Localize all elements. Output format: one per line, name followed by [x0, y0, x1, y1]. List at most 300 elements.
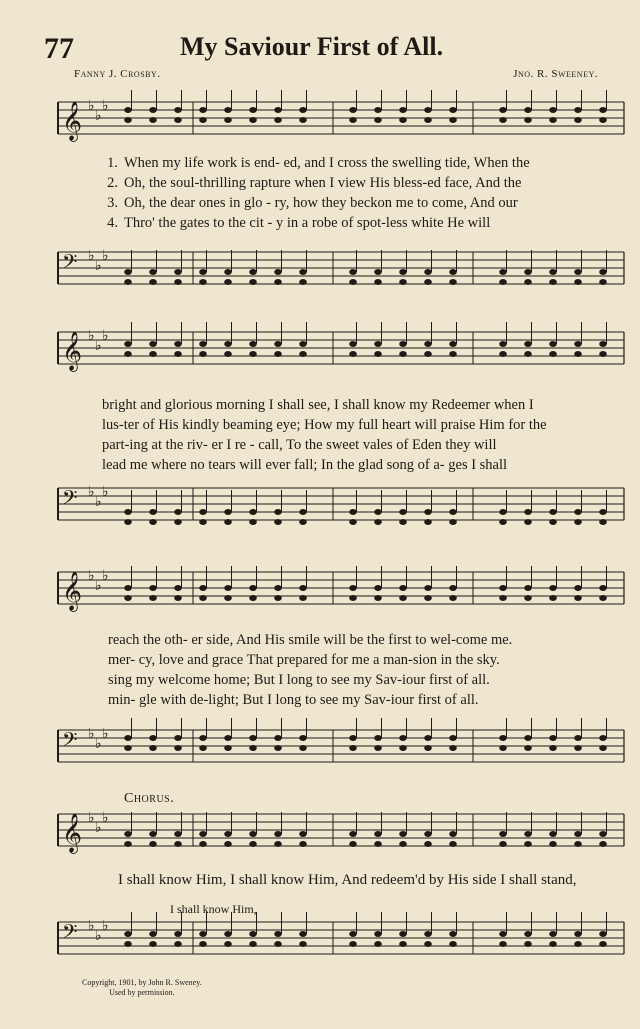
note-head: [549, 269, 557, 275]
note-head: [149, 269, 157, 275]
note-head: [499, 735, 507, 741]
note-head: [274, 735, 282, 741]
note-head: [374, 841, 382, 847]
note-head: [424, 831, 432, 837]
note-head: [174, 107, 182, 113]
staff-lines: [58, 332, 624, 364]
note-head: [249, 279, 257, 285]
flat-icon: ♭: [88, 726, 95, 742]
system-2-treble-staff: [0, 320, 640, 390]
treble-clef-icon: 𝄞: [62, 331, 83, 371]
note-head: [449, 585, 457, 591]
note-head: [149, 585, 157, 591]
note-head: [524, 735, 532, 741]
note-head: [199, 107, 207, 113]
note-head: [349, 831, 357, 837]
note-head: [549, 931, 557, 937]
note-head: [224, 841, 232, 847]
note-head: [549, 745, 557, 751]
note-head: [299, 279, 307, 285]
treble-clef-icon: 𝄞: [62, 813, 83, 853]
note-head: [599, 745, 607, 751]
system-1-lyric-4: 4. Thro' the gates to the cit - y in a robe of spot-less white He will: [107, 215, 491, 231]
note-head: [149, 841, 157, 847]
note-head: [374, 595, 382, 601]
note-head: [499, 107, 507, 113]
note-head: [349, 509, 357, 515]
note-head: [349, 745, 357, 751]
note-head: [424, 351, 432, 357]
note-head: [549, 351, 557, 357]
note-head: [124, 269, 132, 275]
note-head: [374, 107, 382, 113]
note-head: [249, 341, 257, 347]
note-head: [249, 595, 257, 601]
note-head: [599, 351, 607, 357]
flat-icon: ♭: [102, 726, 109, 742]
note-head: [249, 509, 257, 515]
flat-icon: ♭: [95, 736, 102, 752]
note-head: [399, 509, 407, 515]
note-head: [274, 341, 282, 347]
system-1-bass-staff: [0, 240, 640, 310]
note-head: [449, 107, 457, 113]
note-head: [449, 341, 457, 347]
note-head: [274, 519, 282, 525]
note-head: [574, 341, 582, 347]
note-head: [174, 931, 182, 937]
note-head: [249, 351, 257, 357]
hymn-title: My Saviour First of All.: [180, 32, 444, 61]
note-head: [249, 831, 257, 837]
note-head: [124, 341, 132, 347]
note-head: [524, 269, 532, 275]
note-head: [249, 519, 257, 525]
note-head: [449, 519, 457, 525]
note-head: [549, 341, 557, 347]
note-head: [399, 117, 407, 123]
note-head: [374, 117, 382, 123]
note-head: [574, 941, 582, 947]
note-head: [574, 351, 582, 357]
note-head: [499, 519, 507, 525]
chorus-lyric: I shall know Him, I shall know Him, And redeem'd by His side I shall stand,: [118, 872, 577, 888]
note-head: [149, 595, 157, 601]
note-head: [524, 519, 532, 525]
note-head: [174, 941, 182, 947]
note-head: [199, 941, 207, 947]
note-head: [499, 509, 507, 515]
note-head: [524, 341, 532, 347]
note-head: [274, 351, 282, 357]
note-head: [399, 519, 407, 525]
note-head: [374, 745, 382, 751]
note-head: [374, 585, 382, 591]
flat-icon: ♭: [88, 248, 95, 264]
note-head: [224, 519, 232, 525]
flat-icon: ♭: [95, 108, 102, 124]
note-head: [424, 595, 432, 601]
note-head: [274, 841, 282, 847]
note-head: [399, 831, 407, 837]
flat-icon: ♭: [102, 98, 109, 114]
note-head: [249, 735, 257, 741]
note-head: [399, 107, 407, 113]
note-head: [549, 831, 557, 837]
note-head: [499, 841, 507, 847]
note-head: [249, 941, 257, 947]
system-1-treble-staff: [0, 90, 640, 150]
note-head: [374, 341, 382, 347]
note-head: [574, 117, 582, 123]
chorus-bass-staff: [0, 910, 640, 976]
note-head: [224, 735, 232, 741]
note-head: [449, 841, 457, 847]
note-head: [299, 745, 307, 751]
note-head: [399, 351, 407, 357]
system-2-lyric-3: part-ing at the riv- er I re - call, To the sweet vales of Eden they will: [102, 437, 497, 453]
note-head: [424, 269, 432, 275]
note-head: [124, 931, 132, 937]
note-head: [424, 279, 432, 285]
note-head: [524, 831, 532, 837]
note-head: [124, 831, 132, 837]
note-head: [299, 519, 307, 525]
note-head: [399, 931, 407, 937]
note-head: [599, 107, 607, 113]
note-head: [124, 595, 132, 601]
note-head: [249, 269, 257, 275]
note-head: [199, 745, 207, 751]
note-head: [449, 279, 457, 285]
note-head: [299, 107, 307, 113]
note-head: [574, 519, 582, 525]
note-head: [174, 279, 182, 285]
note-head: [124, 841, 132, 847]
note-head: [149, 351, 157, 357]
note-head: [274, 107, 282, 113]
note-head: [299, 941, 307, 947]
note-head: [299, 595, 307, 601]
note-head: [174, 585, 182, 591]
treble-clef-icon: 𝄞: [62, 571, 83, 611]
note-head: [224, 931, 232, 937]
note-head: [174, 341, 182, 347]
note-head: [199, 351, 207, 357]
system-3-lyric-4: min- gle with de-light; But I long to see my Sav-iour first of all.: [108, 692, 479, 708]
staff-lines: [58, 102, 624, 134]
note-head: [174, 519, 182, 525]
flat-icon: ♭: [95, 258, 102, 274]
system-1-lyric-1: 1. When my life work is end- ed, and I cross the swelling tide, When the: [107, 155, 530, 171]
note-head: [274, 595, 282, 601]
note-head: [574, 735, 582, 741]
note-head: [499, 585, 507, 591]
note-head: [199, 931, 207, 937]
note-head: [274, 941, 282, 947]
note-head: [599, 519, 607, 525]
note-head: [424, 107, 432, 113]
note-head: [299, 509, 307, 515]
flat-icon: ♭: [88, 918, 95, 934]
bass-clef-icon: 𝄢: [62, 250, 78, 278]
note-head: [199, 341, 207, 347]
note-head: [424, 841, 432, 847]
note-head: [424, 941, 432, 947]
note-head: [374, 509, 382, 515]
note-head: [124, 735, 132, 741]
note-head: [599, 941, 607, 947]
note-head: [549, 117, 557, 123]
flat-icon: ♭: [88, 328, 95, 344]
staff-lines: [58, 252, 624, 284]
flat-icon: ♭: [102, 918, 109, 934]
note-head: [424, 745, 432, 751]
note-head: [424, 585, 432, 591]
system-3-bass-staff: [0, 718, 640, 788]
note-head: [574, 831, 582, 837]
note-head: [549, 509, 557, 515]
note-head: [199, 279, 207, 285]
note-head: [499, 351, 507, 357]
note-head: [349, 595, 357, 601]
note-head: [574, 841, 582, 847]
note-head: [524, 941, 532, 947]
system-3-lyric-1: reach the oth- er side, And His smile will be the first to wel-come me.: [108, 632, 513, 648]
note-head: [224, 107, 232, 113]
chorus-treble-staff: [0, 802, 640, 868]
note-head: [524, 351, 532, 357]
note-head: [124, 585, 132, 591]
note-head: [149, 117, 157, 123]
note-head: [349, 519, 357, 525]
system-3-lyric-2: mer- cy, love and grace That prepared for me a man-sion in the sky.: [108, 652, 500, 668]
note-head: [374, 931, 382, 937]
note-head: [249, 841, 257, 847]
note-head: [199, 841, 207, 847]
note-head: [574, 509, 582, 515]
note-head: [149, 509, 157, 515]
note-head: [274, 509, 282, 515]
staff-lines: [58, 572, 624, 604]
system-3-treble-staff: [0, 560, 640, 624]
note-head: [424, 931, 432, 937]
note-head: [349, 117, 357, 123]
note-head: [574, 745, 582, 751]
note-head: [399, 585, 407, 591]
note-head: [224, 279, 232, 285]
bass-clef-icon: 𝄢: [62, 920, 78, 948]
note-head: [424, 735, 432, 741]
hymn-number: 77: [44, 32, 74, 65]
note-head: [224, 351, 232, 357]
note-head: [524, 841, 532, 847]
copyright-notice: Copyright, 1901, by John R. Sweney. Used by permission.: [82, 978, 202, 997]
note-head: [199, 269, 207, 275]
flat-icon: ♭: [102, 810, 109, 826]
note-head: [499, 595, 507, 601]
note-head: [549, 107, 557, 113]
note-head: [599, 341, 607, 347]
note-head: [299, 351, 307, 357]
note-head: [299, 831, 307, 837]
note-head: [599, 735, 607, 741]
note-head: [299, 585, 307, 591]
note-head: [274, 745, 282, 751]
note-head: [249, 107, 257, 113]
flat-icon: ♭: [102, 484, 109, 500]
chorus-label: Chorus.: [124, 791, 175, 806]
note-head: [424, 341, 432, 347]
note-head: [399, 269, 407, 275]
note-head: [299, 735, 307, 741]
note-head: [174, 117, 182, 123]
note-head: [449, 595, 457, 601]
note-head: [199, 831, 207, 837]
note-head: [549, 735, 557, 741]
note-head: [524, 931, 532, 937]
note-head: [549, 519, 557, 525]
note-head: [149, 931, 157, 937]
note-head: [524, 595, 532, 601]
note-head: [199, 117, 207, 123]
note-head: [149, 341, 157, 347]
note-head: [524, 279, 532, 285]
note-head: [374, 351, 382, 357]
staff-lines: [58, 488, 624, 520]
flat-icon: ♭: [95, 578, 102, 594]
note-head: [599, 509, 607, 515]
note-head: [174, 595, 182, 601]
note-head: [349, 931, 357, 937]
note-head: [224, 117, 232, 123]
note-head: [574, 931, 582, 937]
note-head: [149, 745, 157, 751]
system-3-lyric-3: sing my welcome home; But I long to see my Sav-iour first of all.: [108, 672, 490, 688]
system-2-lyric-4: lead me where no tears will ever fall; In the glad song of a- ges I shall: [102, 457, 508, 473]
note-head: [574, 107, 582, 113]
note-head: [349, 341, 357, 347]
note-head: [599, 831, 607, 837]
note-head: [399, 941, 407, 947]
note-head: [124, 745, 132, 751]
flat-icon: ♭: [95, 494, 102, 510]
note-head: [499, 117, 507, 123]
flat-icon: ♭: [102, 328, 109, 344]
note-head: [299, 269, 307, 275]
flat-icon: ♭: [95, 928, 102, 944]
bass-clef-icon: 𝄢: [62, 486, 78, 514]
note-head: [349, 841, 357, 847]
flat-icon: ♭: [102, 568, 109, 584]
note-head: [124, 509, 132, 515]
note-head: [424, 519, 432, 525]
note-head: [349, 107, 357, 113]
note-head: [449, 745, 457, 751]
treble-clef-icon: 𝄞: [62, 101, 83, 141]
note-head: [449, 117, 457, 123]
flat-icon: ♭: [95, 338, 102, 354]
composer-credit: Jno. R. Sweeney.: [513, 68, 598, 80]
note-head: [449, 509, 457, 515]
note-head: [299, 341, 307, 347]
note-head: [599, 595, 607, 601]
note-head: [274, 269, 282, 275]
note-head: [399, 595, 407, 601]
note-head: [599, 269, 607, 275]
note-head: [424, 117, 432, 123]
note-head: [399, 279, 407, 285]
note-head: [274, 279, 282, 285]
note-head: [424, 509, 432, 515]
note-head: [524, 117, 532, 123]
note-head: [274, 585, 282, 591]
note-head: [224, 745, 232, 751]
note-head: [499, 931, 507, 937]
note-head: [449, 735, 457, 741]
system-1-lyric-2: 2. Oh, the soul-thrilling rapture when I view His bless-ed face, And the: [107, 175, 522, 191]
note-head: [174, 745, 182, 751]
note-head: [549, 595, 557, 601]
staff-lines: [58, 730, 624, 762]
note-head: [149, 279, 157, 285]
note-head: [499, 745, 507, 751]
note-head: [524, 509, 532, 515]
note-head: [374, 735, 382, 741]
note-head: [574, 279, 582, 285]
note-head: [599, 841, 607, 847]
note-head: [349, 279, 357, 285]
note-head: [524, 745, 532, 751]
note-head: [599, 931, 607, 937]
note-head: [499, 941, 507, 947]
note-head: [249, 745, 257, 751]
note-head: [274, 831, 282, 837]
note-head: [124, 941, 132, 947]
note-head: [224, 341, 232, 347]
flat-icon: ♭: [88, 98, 95, 114]
system-2-bass-staff: [0, 476, 640, 536]
system-2-lyric-1: bright and glorious morning I shall see, I shall know my Redeemer when I: [102, 397, 534, 413]
note-head: [449, 269, 457, 275]
note-head: [199, 509, 207, 515]
note-head: [299, 117, 307, 123]
note-head: [499, 831, 507, 837]
note-head: [374, 279, 382, 285]
note-head: [574, 595, 582, 601]
note-head: [599, 279, 607, 285]
note-head: [249, 117, 257, 123]
note-head: [124, 107, 132, 113]
note-head: [599, 117, 607, 123]
note-head: [124, 519, 132, 525]
note-head: [149, 735, 157, 741]
note-head: [574, 585, 582, 591]
note-head: [124, 351, 132, 357]
note-head: [549, 279, 557, 285]
note-head: [174, 269, 182, 275]
system-2-lyric-2: lus-ter of His kindly beaming eye; How my full heart will praise Him for the: [102, 417, 547, 433]
note-head: [574, 269, 582, 275]
note-head: [224, 941, 232, 947]
note-head: [549, 941, 557, 947]
note-head: [149, 941, 157, 947]
staff-lines: [58, 814, 624, 846]
note-head: [224, 269, 232, 275]
note-head: [224, 595, 232, 601]
flat-icon: ♭: [88, 568, 95, 584]
note-head: [124, 279, 132, 285]
